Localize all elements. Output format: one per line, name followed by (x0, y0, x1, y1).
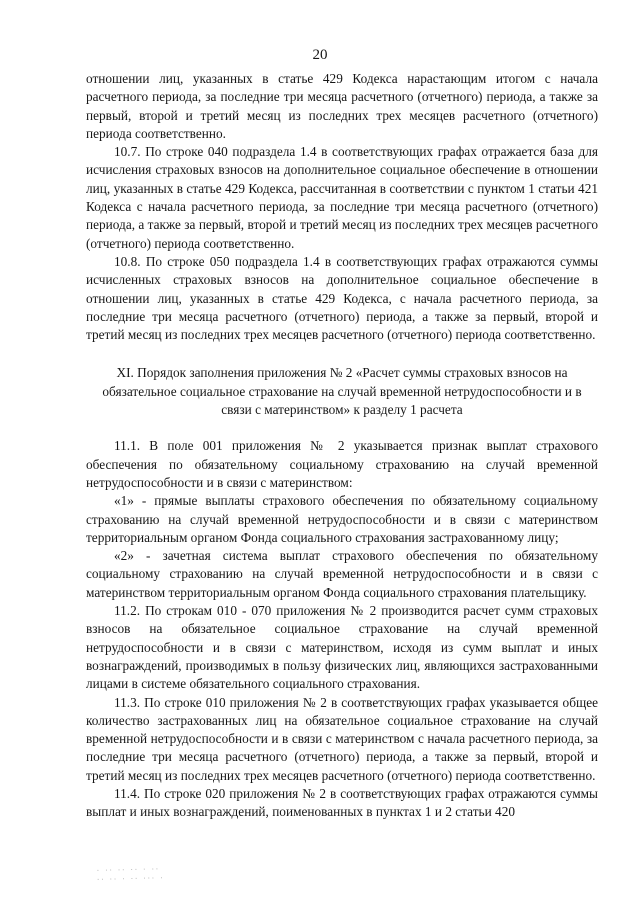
paragraph-11-2: 11.2. По строкам 010 - 070 приложения № 2 производится расчет сумм страховых взносов на обязательное социальное страхование на случай временной нетрудоспособности и в связи с материнством, исходя из сумм выплат и иных вознаграждений, производимых в пользу физических лиц, являющихся застрахованными лицами в системе обязательного социального страхования. (86, 603, 598, 692)
page-number: 20 (312, 47, 328, 63)
section-heading-xi: XI. Порядок заполнения приложения № 2 «Расчет суммы страховых взносов на обязательное социальное страхование на случай временной нетрудоспособности и в связи с материнством» к разделу 1 расчета (102, 365, 582, 418)
paragraph-11-1: 11.1. В поле 001 приложения № 2 указывается признак выплат страхового обеспечения по обязательному социальному страхованию на случай временной нетрудоспособности и в связи с материнством: (86, 438, 598, 490)
faint-footer-stamp: · ·· ·· ·· · ·· ·· ·· · ·· ··· · (95, 865, 164, 884)
document-body (86, 70, 598, 822)
paragraph-option-1: «1» - прямые выплаты страхового обеспечения по обязательному социальному страхованию на случай временной нетрудоспособности и в связи с материнством территориальным органом Фонда социального страхования застрахованному лицу; (86, 493, 598, 545)
paragraph-10-7: 10.7. По строке 040 подраздела 1.4 в соответствующих графах отражается база для исчисления страховых взносов на дополнительное социальное обеспечение в отношении лиц, указанных в статье 429 Кодекса, рассчитанная в соответствии с пунктом 1 статьи 421 Кодекса с начала расчетного периода, за последние три месяца расчетного (отчетного) периода, а также за первый, второй и третий месяц из последних трех месяцев расчетного (отчетного) периода соответственно. (86, 144, 598, 251)
paragraph-option-2: «2» - зачетная система выплат страхового обеспечения по обязательному социальному страхованию на случай временной нетрудоспособности и в связи с материнством территориальным органом Фонда социального страхования плательщику. (86, 548, 598, 600)
paragraph-11-4: 11.4. По строке 020 приложения № 2 в соответствующих графах отражаются суммы выплат и иных вознаграждений, поименованных в пунктах 1 и 2 статьи 420 (86, 785, 598, 820)
paragraph-10-8: 10.8. По строке 050 подраздела 1.4 в соответствующих графах отражаются суммы исчисленных страховых взносов на дополнительное социальное обеспечение в отношении лиц, указанных в статье 429 Кодекса, с начала расчетного периода, за последние три месяца расчетного (отчетного) периода, а также за первый, второй и третий месяц из последних трех месяцев расчетного (отчетного) периода соответственно. (86, 253, 598, 343)
paragraph-11-3: 11.3. По строке 010 приложения № 2 в соответствующих графах указывается общее количество застрахованных лиц на обязательное социальное страхование на случай временной нетрудоспособности и в связи с материнством с начала расчетного периода, за последние три месяца расчетного (отчетного) периода, а также за первый, второй и третий месяц из последних трех месяцев расчетного (отчетного) периода соответственно. (86, 694, 598, 783)
paragraph-continuation: отношении лиц, указанных в статье 429 Кодекса нарастающим итогом с начала расчетного периода, за последние три месяца расчетного (отчетного) периода, а также за первый, второй и третий месяц из последних трех месяцев расчетного (отчетного) периода соответственно. (86, 71, 598, 141)
